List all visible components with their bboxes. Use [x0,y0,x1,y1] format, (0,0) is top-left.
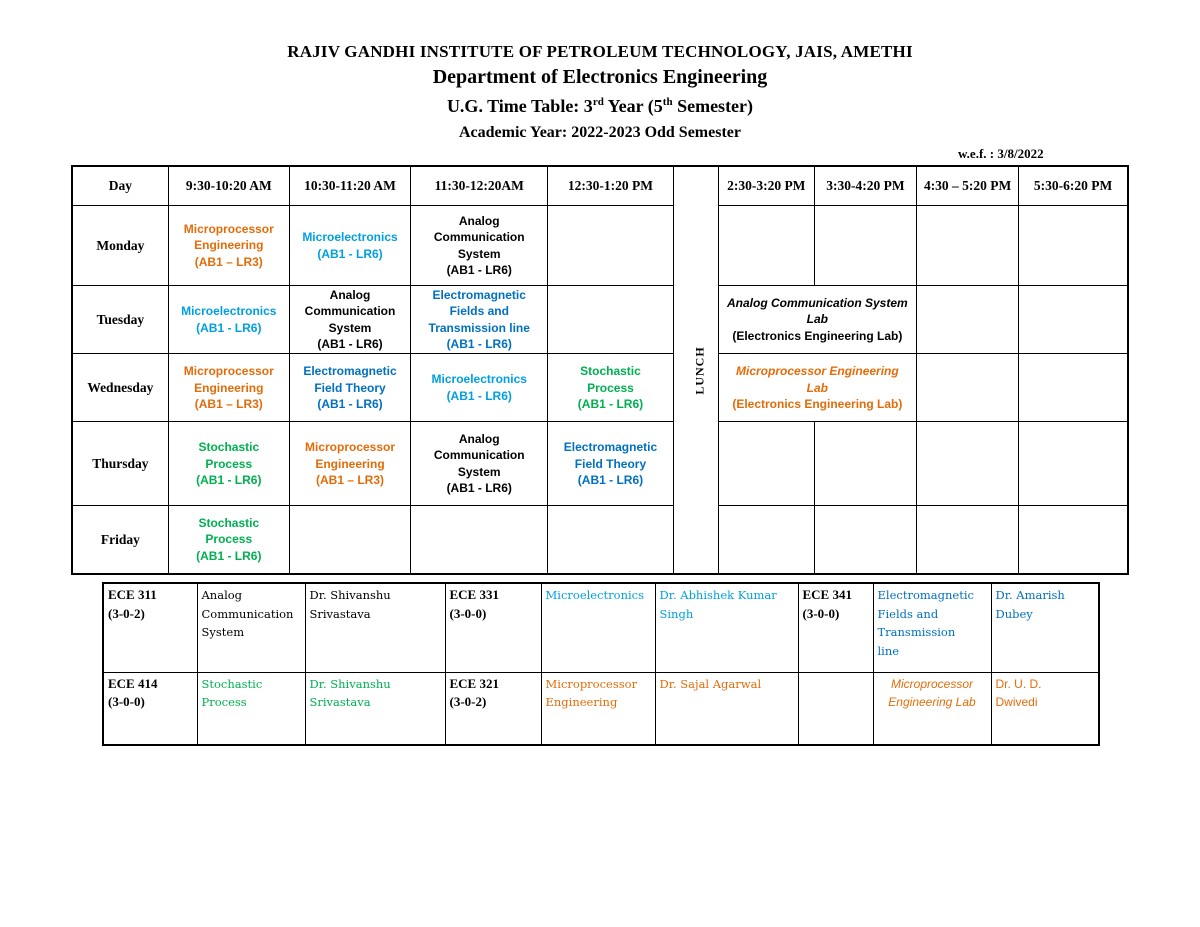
fri-slot-2 [289,506,410,574]
course-faculty: Dr. Shivanshu Srivastava [305,672,445,745]
header-slot-3: 11:30-12:20AM [411,166,548,206]
header-slot-7: 4:30 – 5:20 PM [917,166,1019,206]
day-friday: Friday [72,506,168,574]
tue-lab: Analog Communication System Lab (Electronics Engineering Lab) [718,286,916,354]
course-name: Microprocessor Engineering [541,672,655,745]
timetable-header-row [72,166,1128,206]
course-faculty: Dr. U. D. Dwivedi [991,672,1099,745]
course-code: ECE 311 (3-0-2) [103,583,197,672]
institute-name: RAJIV GANDHI INSTITUTE OF PETROLEUM TECHNOLOGY, JAIS, AMETHI [287,42,913,61]
mon-slot-7 [917,206,1019,286]
header-slot-5: 2:30-3:20 PM [718,166,814,206]
course-row [103,583,1099,672]
thu-slot-2: Microprocessor Engineering (AB1 – LR3) [289,422,410,506]
mon-slot-4 [548,206,673,286]
course-name: Electromagnetic Fields and Transmission line [873,583,991,672]
fri-slot-3 [411,506,548,574]
tue-slot-3: Electromagnetic Fields and Transmission line (AB1 - LR6) [411,286,548,354]
row-monday [72,206,1128,286]
mon-slot-8 [1019,206,1128,286]
thu-slot-1: Stochastic Process (AB1 - LR6) [168,422,289,506]
course-faculty: Dr. Amarish Dubey [991,583,1099,672]
course-table [102,582,1100,746]
thu-slot-6 [814,422,916,506]
course-code: ECE 321 (3-0-2) [445,672,541,745]
header-slot-2: 10:30-11:20 AM [289,166,410,206]
fri-slot-6 [814,506,916,574]
mon-slot-1: Microprocessor Engineering (AB1 – LR3) [168,206,289,286]
header-slot-6: 3:30-4:20 PM [814,166,916,206]
wed-slot-7 [917,354,1019,422]
timetable-title: U.G. Time Table: 3rd Year (5th Semester) [446,96,754,116]
lunch-column [673,166,718,574]
course-faculty: Dr. Sajal Agarwal [655,672,798,745]
header-slot-8: 5:30-6:20 PM [1019,166,1128,206]
department-name: Department of Electronics Engineering [432,66,768,88]
thu-slot-5 [718,422,814,506]
course-name: Microprocessor Engineering Lab [873,672,991,745]
row-friday [72,506,1128,574]
day-thursday: Thursday [72,422,168,506]
wed-slot-2: Electromagnetic Field Theory (AB1 - LR6) [289,354,410,422]
course-code: ECE 414 (3-0-0) [103,672,197,745]
academic-year: Academic Year: 2022-2023 Odd Semester [458,124,741,141]
wed-slot-4: Stochastic Process (AB1 - LR6) [548,354,673,422]
row-thursday [72,422,1128,506]
day-wednesday: Wednesday [72,354,168,422]
tue-slot-4 [548,286,673,354]
header-slot-4: 12:30-1:20 PM [548,166,673,206]
wed-slot-1: Microprocessor Engineering (AB1 – LR3) [168,354,289,422]
day-tuesday: Tuesday [72,286,168,354]
course-code: ECE 331 (3-0-0) [445,583,541,672]
wed-slot-8 [1019,354,1128,422]
course-faculty: Dr. Shivanshu Srivastava [305,583,445,672]
course-row [103,672,1099,745]
fri-slot-4 [548,506,673,574]
mon-slot-5 [718,206,814,286]
thu-slot-4: Electromagnetic Field Theory (AB1 - LR6) [548,422,673,506]
thu-slot-8 [1019,422,1128,506]
lunch-label: LUNCH [692,345,707,395]
fri-slot-1: Stochastic Process (AB1 - LR6) [168,506,289,574]
course-name: Analog Communication System [197,583,305,672]
course-name: Microelectronics [541,583,655,672]
course-code: ECE 341 (3-0-0) [798,583,873,672]
mon-slot-6 [814,206,916,286]
timetable [71,165,1129,575]
effective-date: w.e.f. : 3/8/2022 [958,146,1044,161]
course-code [798,672,873,745]
wed-slot-3: Microelectronics (AB1 - LR6) [411,354,548,422]
tue-slot-8 [1019,286,1128,354]
fri-slot-5 [718,506,814,574]
tue-slot-7 [917,286,1019,354]
row-wednesday [72,354,1128,422]
tue-slot-2: Analog Communication System (AB1 - LR6) [289,286,410,354]
tue-slot-1: Microelectronics (AB1 - LR6) [168,286,289,354]
header-day: Day [72,166,168,206]
mon-slot-2: Microelectronics (AB1 - LR6) [289,206,410,286]
thu-slot-7 [917,422,1019,506]
row-tuesday [72,286,1128,354]
wed-lab: Microprocessor Engineering Lab (Electronics Engineering Lab) [718,354,916,422]
fri-slot-7 [917,506,1019,574]
mon-slot-3: Analog Communication System (AB1 - LR6) [411,206,548,286]
thu-slot-3: Analog Communication System (AB1 - LR6) [411,422,548,506]
day-monday: Monday [72,206,168,286]
header-slot-1: 9:30-10:20 AM [168,166,289,206]
course-name: Stochastic Process [197,672,305,745]
course-faculty: Dr. Abhishek Kumar Singh [655,583,798,672]
fri-slot-8 [1019,506,1128,574]
